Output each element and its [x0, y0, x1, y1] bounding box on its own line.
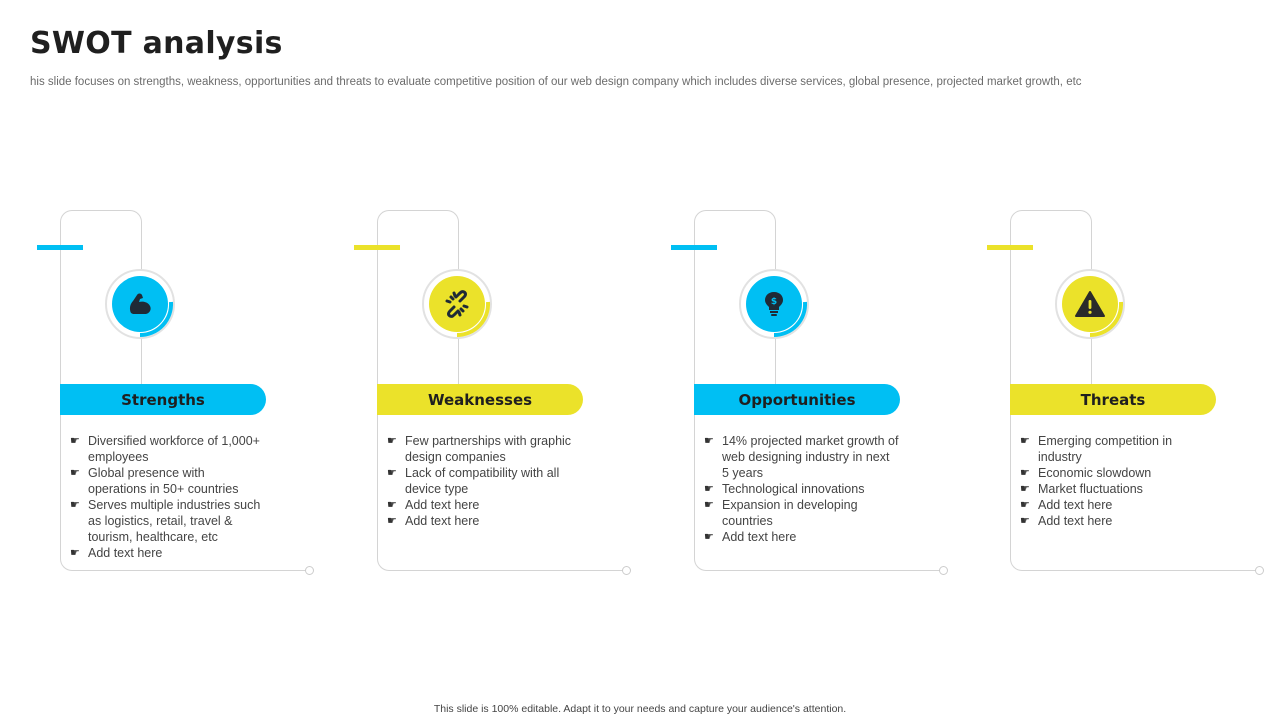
list-item: ☛ Add text here — [387, 514, 480, 528]
pointing-hand-icon: ☛ — [704, 483, 714, 495]
svg-text:$: $ — [770, 297, 778, 307]
dollar-lightbulb-icon — [746, 276, 802, 332]
list-item: ☛ Technological innovations — [704, 482, 865, 496]
pointing-hand-icon: ☛ — [70, 499, 80, 511]
bullet-list — [1020, 433, 1215, 529]
bullet-list — [387, 433, 582, 529]
list-item: ☛ 14% projected market growth of web designing industry in next 5 years — [704, 434, 899, 480]
pointing-hand-icon: ☛ — [1020, 483, 1030, 495]
accent-bar — [987, 245, 1033, 250]
list-item: ☛ Add text here — [1020, 498, 1113, 512]
card-label: Opportunities — [694, 384, 900, 415]
card-end-dot — [1255, 566, 1264, 575]
swot-card-strengths — [60, 210, 330, 580]
list-item: ☛ Add text here — [1020, 514, 1113, 528]
card-end-dot — [305, 566, 314, 575]
card-end-dot — [939, 566, 948, 575]
pointing-hand-icon: ☛ — [704, 531, 714, 543]
list-item: ☛ Expansion in developing countries — [704, 498, 858, 528]
bullet-list — [704, 433, 899, 545]
list-item: ☛ Add text here — [70, 546, 163, 560]
accent-bar — [354, 245, 400, 250]
list-item: ☛ Market fluctuations — [1020, 482, 1143, 496]
swot-card-weaknesses — [377, 210, 647, 580]
pointing-hand-icon: ☛ — [704, 435, 714, 447]
pointing-hand-icon: ☛ — [1020, 467, 1030, 479]
card-label: Strengths — [60, 384, 266, 415]
icon-circle — [1055, 269, 1125, 339]
pointing-hand-icon: ☛ — [704, 499, 714, 511]
accent-bar — [671, 245, 717, 250]
warning-icon — [1062, 276, 1118, 332]
card-label: Weaknesses — [377, 384, 583, 415]
list-item: ☛ Add text here — [704, 530, 797, 544]
icon-circle — [422, 269, 492, 339]
accent-bar — [37, 245, 83, 250]
page-title: SWOT analysis — [30, 26, 283, 61]
broken-link-icon — [429, 276, 485, 332]
pointing-hand-icon: ☛ — [1020, 435, 1030, 447]
pointing-hand-icon: ☛ — [70, 435, 80, 447]
list-item: ☛ Lack of compatibility with all device type — [387, 466, 560, 496]
swot-card-opportunities — [694, 210, 964, 580]
pointing-hand-icon: ☛ — [1020, 499, 1030, 511]
list-item: ☛ Serves multiple industries such as logistics, retail, travel & tourism, healthcare, etc — [70, 498, 261, 544]
pointing-hand-icon: ☛ — [387, 467, 397, 479]
pointing-hand-icon: ☛ — [387, 515, 397, 527]
pointing-hand-icon: ☛ — [70, 547, 80, 559]
icon-circle — [105, 269, 175, 339]
card-label: Threats — [1010, 384, 1216, 415]
list-item: ☛ Global presence with operations in 50+ countries — [70, 466, 239, 496]
list-item: ☛ Add text here — [387, 498, 480, 512]
list-item: ☛ Diversified workforce of 1,000+ employees — [70, 434, 260, 464]
page-subtitle: his slide focuses on strengths, weakness, opportunities and threats to evaluate competitive position of our web design company which includes diverse services, global presence, projected market growth, etc — [30, 76, 1082, 88]
pointing-hand-icon: ☛ — [387, 499, 397, 511]
pointing-hand-icon: ☛ — [387, 435, 397, 447]
pointing-hand-icon: ☛ — [70, 467, 80, 479]
flexed-arm-icon — [112, 276, 168, 332]
swot-card-threats — [1010, 210, 1280, 580]
list-item: ☛ Few partnerships with graphic design companies — [387, 434, 572, 464]
footer-note: This slide is 100% editable. Adapt it to your needs and capture your audience's attention. — [433, 703, 847, 715]
card-end-dot — [622, 566, 631, 575]
pointing-hand-icon: ☛ — [1020, 515, 1030, 527]
bullet-list — [70, 433, 265, 561]
list-item: ☛ Emerging competition in industry — [1020, 434, 1173, 464]
icon-circle — [739, 269, 809, 339]
list-item: ☛ Economic slowdown — [1020, 466, 1152, 480]
